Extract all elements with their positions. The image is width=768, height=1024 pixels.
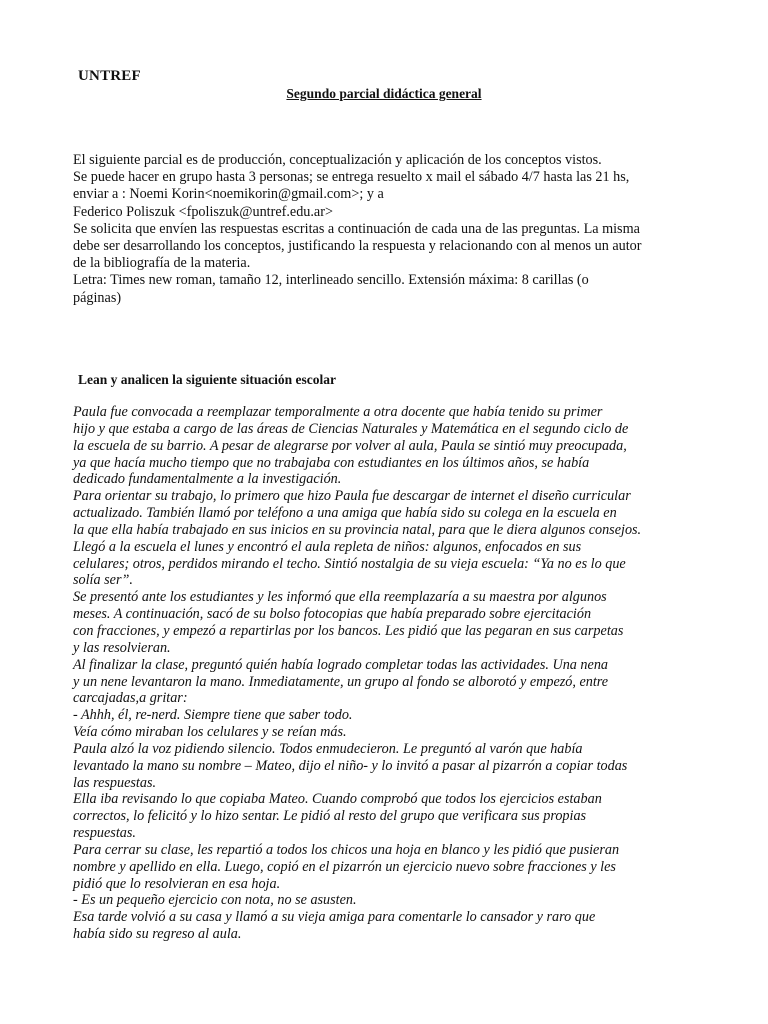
intro-line: Federico Poliszuk <fpoliszuk@untref.edu.ar> <box>73 203 333 220</box>
intro-line: Se solicita que envíen las respuestas escritas a continuación de cada una de las preguntas. La misma <box>73 220 640 237</box>
institution-name: UNTREF <box>78 68 141 84</box>
story-line: Veía cómo miraban los celulares y se reían más. <box>73 724 347 741</box>
document-title-text: Segundo parcial didáctica general <box>286 86 482 101</box>
story-line: - Ahhh, él, re-nerd. Siempre tiene que saber todo. <box>73 707 353 724</box>
story-line: Paula alzó la voz pidiendo silencio. Todos enmudecieron. Le preguntó al varón que había <box>73 740 583 757</box>
story-line: Para cerrar su clase, les repartió a todos los chicos una hoja en blanco y les pidió que pusieran <box>73 841 620 858</box>
story-line: nombre y apellido en ella. Luego, copió en el pizarrón un ejercicio nuevo sobre fracciones y les <box>73 858 616 875</box>
story-line: actualizado. También llamó por teléfono a una amiga que había sido su colega en la escuela en <box>73 505 617 522</box>
story-line: Ella iba revisando lo que copiaba Mateo. Cuando comprobó que todos los ejercicios estaban <box>73 791 602 808</box>
story-line: Llegó a la escuela el lunes y encontró el aula repleta de niños: algunos, enfocados en sus <box>73 538 582 555</box>
section-heading: Lean y analicen la siguiente situación escolar <box>78 372 336 387</box>
intro-line: El siguiente parcial es de producción, conceptualización y aplicación de los conceptos vistos. <box>73 152 602 168</box>
story-line: y las resolvieran. <box>73 639 171 656</box>
story-line: levantado la mano su nombre – Mateo, dijo el niño- y lo invitó a pasar al pizarrón a copiar todas <box>73 757 628 774</box>
story-line: celulares; otros, perdidos mirando el techo. Sintió nostalgia de su vieja escuela: “Ya no es lo que <box>73 555 626 572</box>
document-title <box>0 86 768 102</box>
story-line: la escuela de su barrio. A pesar de alegrarse por volver al aula, Paula se sintió muy preocupada, <box>73 437 627 454</box>
story-line: pidió que lo resolvieran en esa hoja. <box>73 875 281 892</box>
story-line: Al finalizar la clase, preguntó quién había logrado completar todas las actividades. Una nena <box>73 656 609 673</box>
story-line: con fracciones, y empezó a repartirlas por los bancos. Les pidió que las pegaran en sus carpetas <box>73 622 624 639</box>
intro-line: páginas) <box>73 289 122 306</box>
intro-line: debe ser desarrollando los conceptos, justificando la respuesta y relacionando con al menos un autor <box>73 238 642 255</box>
story-line: Se presentó ante los estudiantes y les informó que ella reemplazaría a su maestra por algunos <box>73 589 607 606</box>
intro-line: Se puede hacer en grupo hasta 3 personas; se entrega resuelto x mail el sábado 4/7 hasta las 21 hs, <box>73 169 630 186</box>
story-line: la que ella había trabajado en sus inicios en su provincia natal, para que le diera algunos consejos. <box>73 521 642 538</box>
story-text <box>73 404 733 943</box>
intro-line: enviar a : Noemi Korin<noemikorin@gmail.com>; y a <box>73 186 384 203</box>
story-line: hijo y que estaba a cargo de las áreas de Ciencias Naturales y Matemática en el segundo ciclo de <box>73 420 629 437</box>
story-line: respuestas. <box>73 825 136 842</box>
story-line: dedicado fundamentalmente a la investigación. <box>73 471 342 488</box>
story-line: había sido su regreso al aula. <box>73 926 242 943</box>
story-line: ya que hacía mucho tiempo que no trabajaba con estudiantes en los últimos años, se había <box>73 454 590 471</box>
story-line: y un nene levantaron la mano. Inmediatamente, un grupo al fondo se alborotó y empezó, entre <box>73 673 609 690</box>
story-line: meses. A continuación, sacó de su bolso fotocopias que había preparado sobre ejercitación <box>73 606 592 623</box>
intro-line: Letra: Times new roman, tamaño 12, interlineado sencillo. Extensión máxima: 8 carillas (o <box>73 272 589 289</box>
story-line: Paula fue convocada a reemplazar temporalmente a otra docente que había tenido su primer <box>73 404 603 420</box>
story-line: las respuestas. <box>73 774 157 791</box>
intro-line: de la bibliografía de la materia. <box>73 255 251 272</box>
story-line: carcajadas,a gritar: <box>73 690 188 707</box>
story-line: - Es un pequeño ejercicio con nota, no se asusten. <box>73 892 357 909</box>
story-line: correctos, lo felicitó y lo hizo sentar. Le pidió al resto del grupo que verificara sus propias <box>73 808 587 825</box>
story-line: Esa tarde volvió a su casa y llamó a su vieja amiga para comentarle lo cansador y raro que <box>73 909 596 926</box>
story-line: solía ser”. <box>73 572 133 589</box>
intro-paragraph <box>73 152 733 307</box>
story-line: Para orientar su trabajo, lo primero que hizo Paula fue descargar de internet el diseño curricular <box>73 488 631 505</box>
